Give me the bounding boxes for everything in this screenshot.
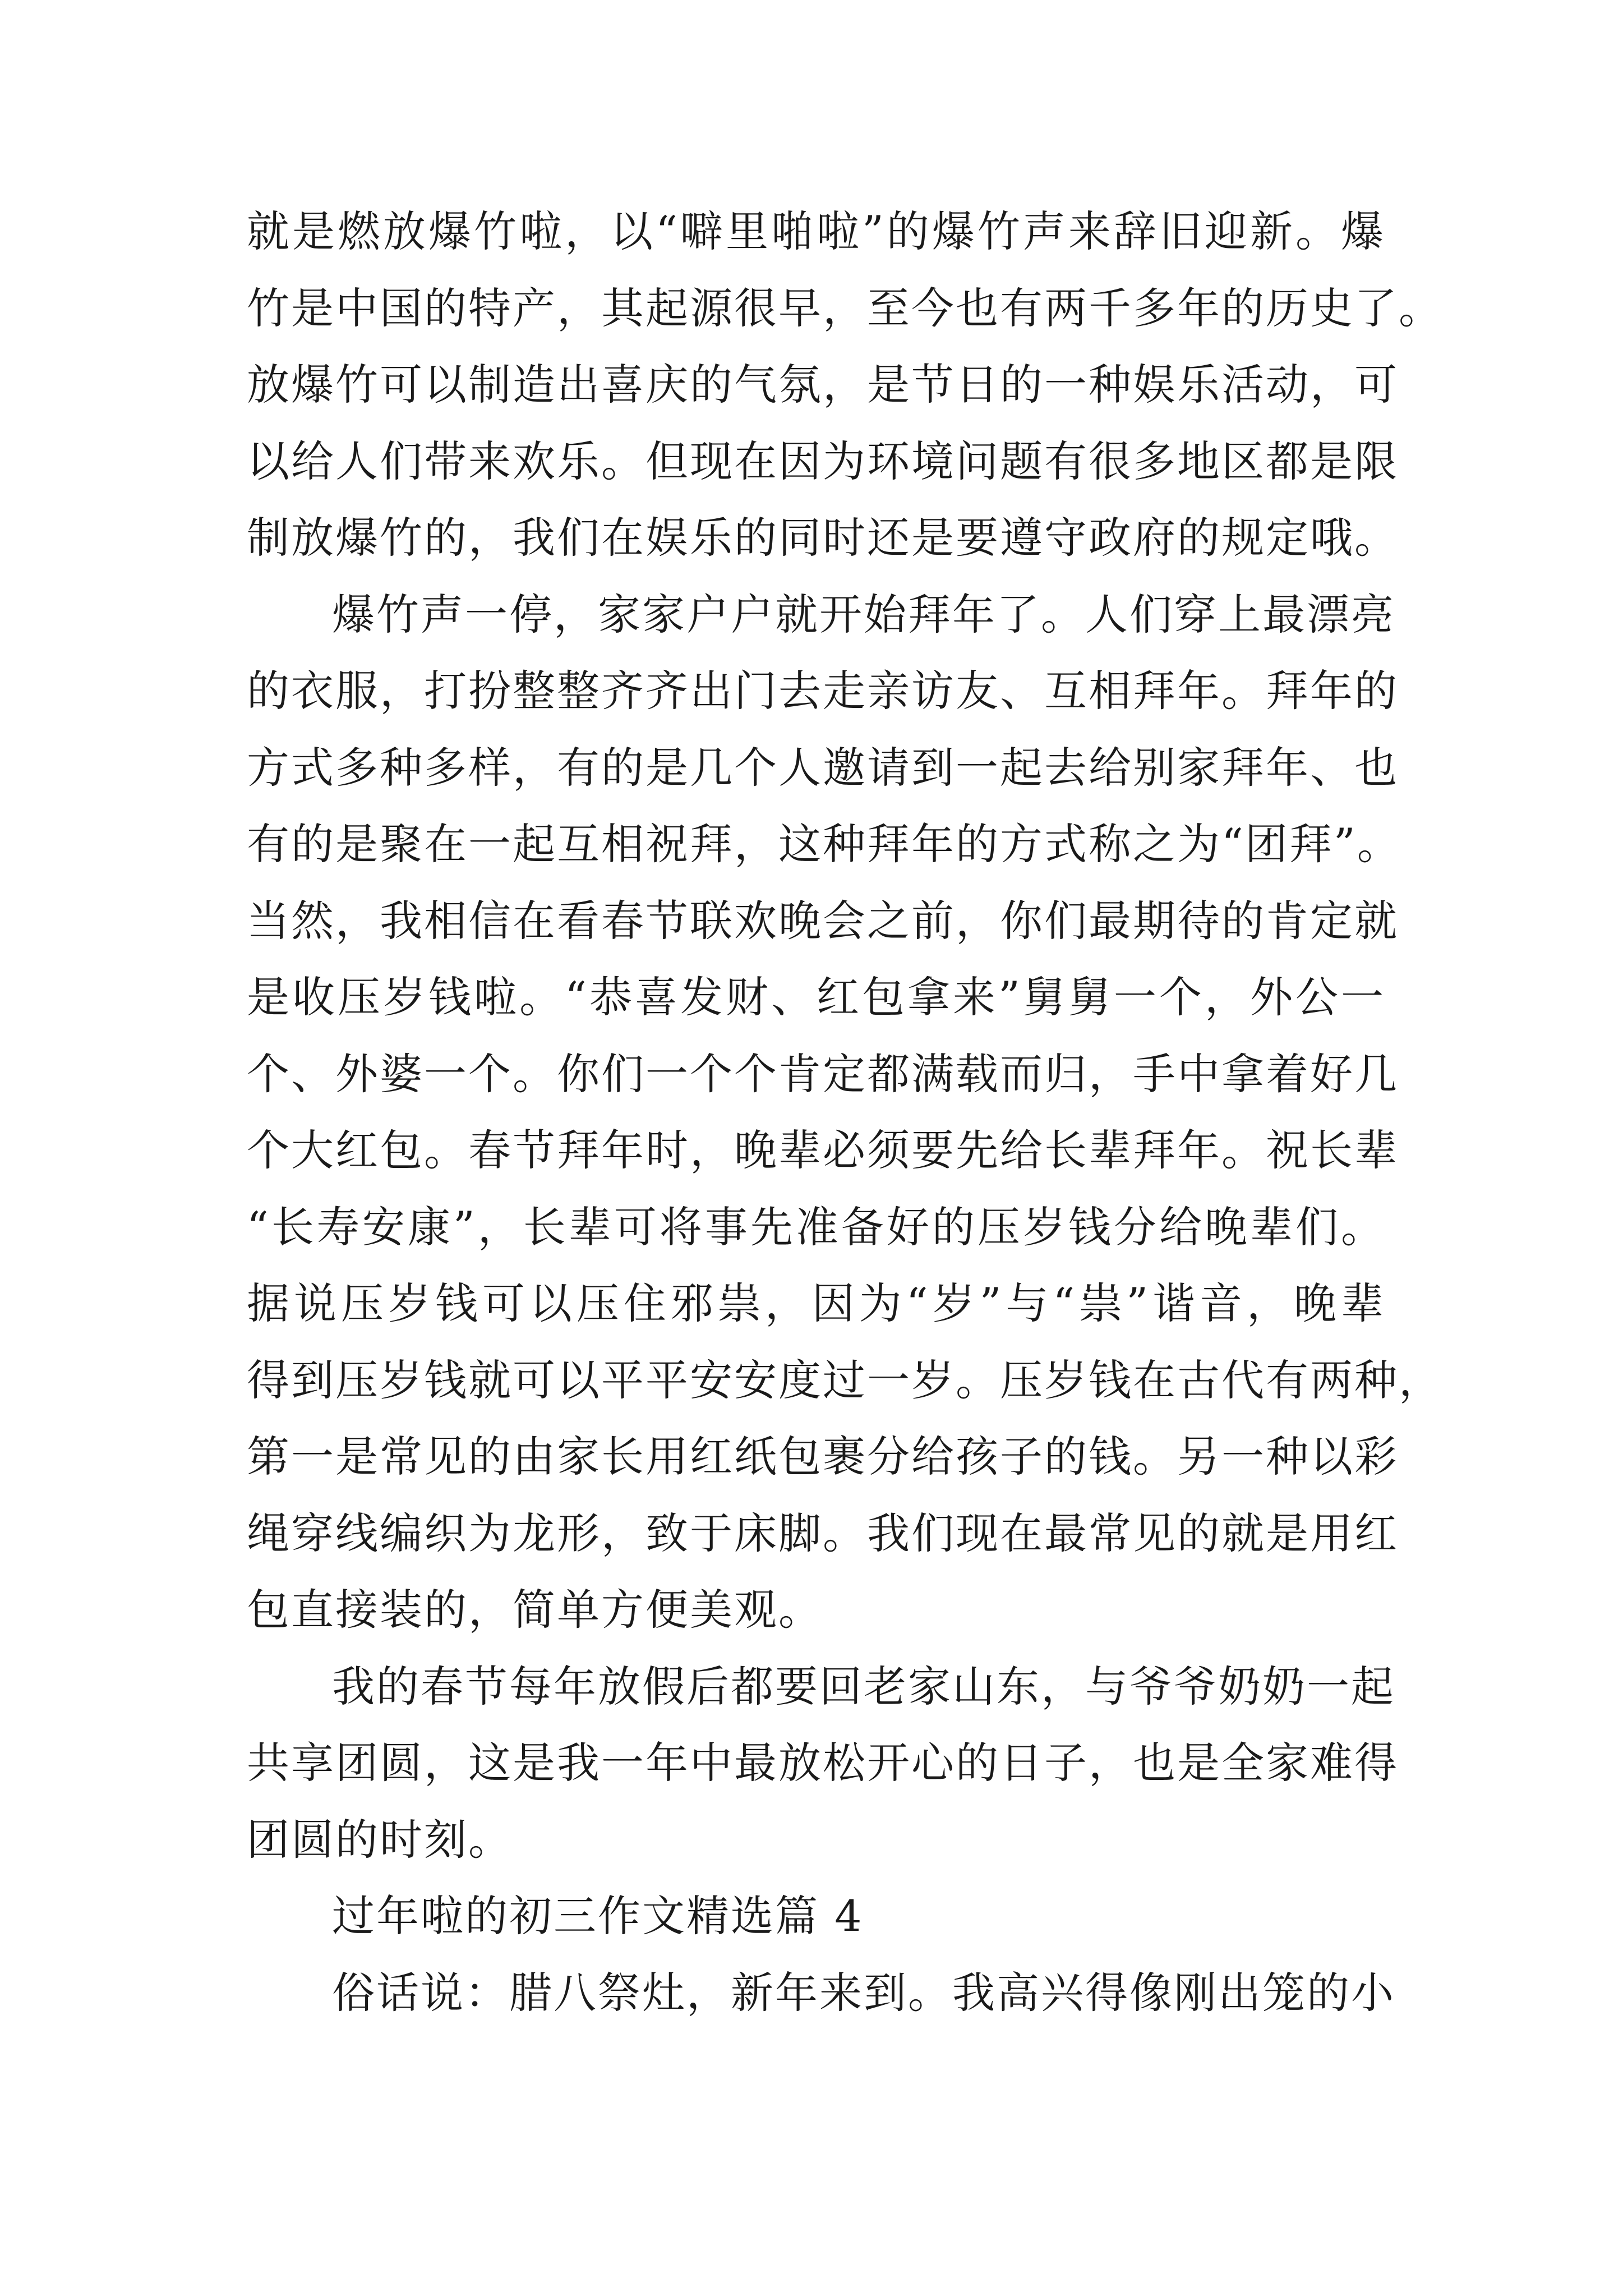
text-line: 绳穿线编织为龙形，致于床脚。我们现在最常见的就是用红 [247, 1508, 1399, 1558]
paragraph-start-line: 爆竹声一停，家家户户就开始拜年了。人们穿上最漂亮 [332, 589, 1395, 639]
paragraph-start-line: 我的春节每年放假后都要回老家山东，与爷爷奶奶一起 [332, 1661, 1395, 1711]
text-line: 共享团圆，这是我一年中最放松开心的日子，也是全家难得 [247, 1738, 1399, 1788]
text-line: 竹是中国的特产，其起源很早，至今也有两千多年的历史了。 [247, 283, 1443, 333]
paragraph-end-line: 包直接装的，简单方便美观。 [247, 1585, 823, 1635]
section-heading: 过年啦的初三作文精选篇 4 [332, 1891, 864, 1941]
text-line: 是收压岁钱啦。“恭喜发财、红包拿来”舅舅一个，外公一 [247, 972, 1385, 1022]
text-line: 方式多种多样，有的是几个人邀请到一起去给别家拜年、也 [247, 742, 1399, 793]
text-line: 个大红包。春节拜年时，晚辈必须要先给长辈拜年。祝长辈 [247, 1125, 1399, 1175]
paragraph-end-line: 团圆的时刻。 [247, 1814, 513, 1865]
text-line: 制放爆竹的，我们在娱乐的同时还是要遵守政府的规定哦。 [247, 513, 1399, 563]
text-line: 以给人们带来欢乐。但现在因为环境问题有很多地区都是限 [247, 436, 1399, 486]
essay-text [247, 194, 1443, 2031]
paragraph-start-line: 俗话说：腊八祭灶，新年来到。我高兴得像刚出笼的小 [332, 1967, 1395, 2018]
text-line: 就是燃放爆竹啦，以“噼里啪啦”的爆竹声来辞旧迎新。爆 [247, 206, 1385, 256]
text-line: 个、外婆一个。你们一个个肯定都满载而归，手中拿着好几 [247, 1048, 1399, 1099]
text-line: 得到压岁钱就可以平平安安度过一岁。压岁钱在古代有两种， [247, 1355, 1443, 1405]
text-line: 第一是常见的由家长用红纸包裹分给孩子的钱。另一种以彩 [247, 1432, 1399, 1481]
text-line: 放爆竹可以制造出喜庆的气氛，是节日的一种娱乐活动，可 [247, 360, 1399, 409]
text-line: 有的是聚在一起互相祝拜，这种拜年的方式称之为“团拜”。 [247, 819, 1401, 869]
text-line: “长寿安康”，长辈可将事先准备好的压岁钱分给晚辈们。 [247, 1202, 1385, 1252]
text-line: 当然，我相信在看春节联欢晚会之前，你们最期待的肯定就 [247, 895, 1399, 946]
text-line: 据说压岁钱可以压住邪祟，因为“岁”与“祟”谐音，晚辈 [247, 1278, 1385, 1328]
text-line: 的衣服，打扮整整齐齐出门去走亲访友、互相拜年。拜年的 [247, 666, 1399, 716]
